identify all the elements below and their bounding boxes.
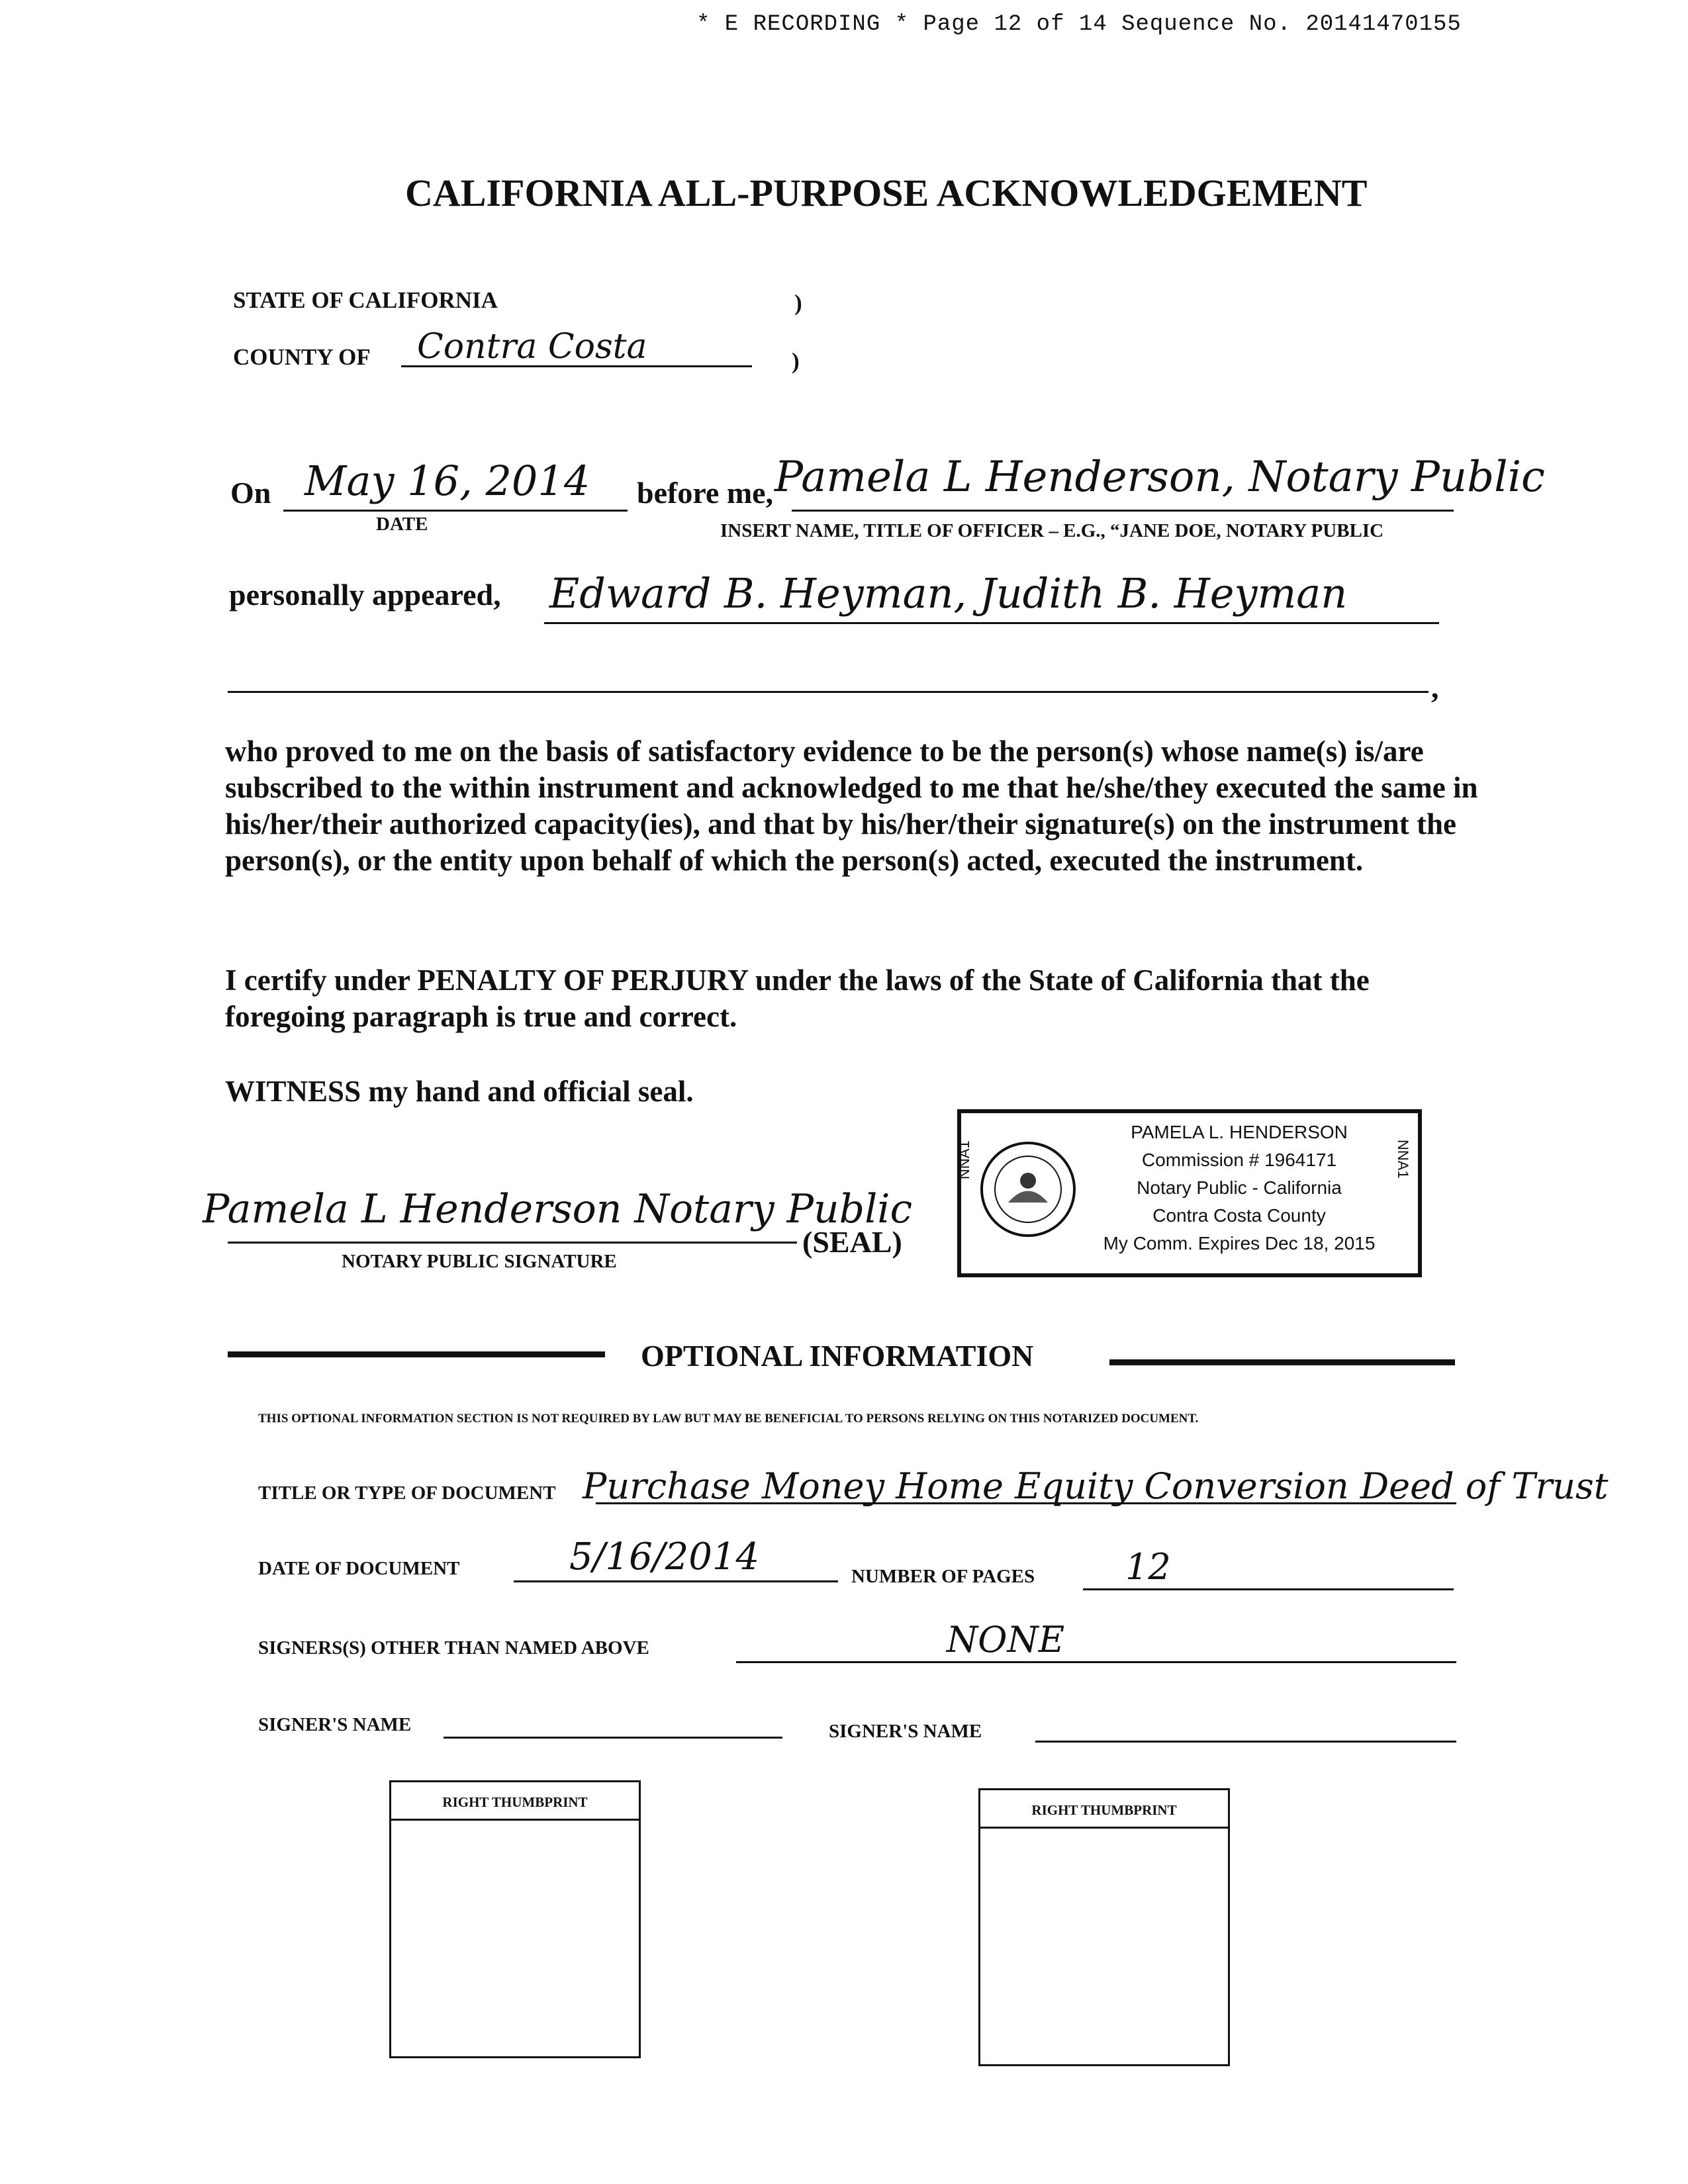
county-paren: ) [792, 348, 800, 374]
signature-underline [228, 1242, 797, 1244]
doc-title-label: TITLE OR TYPE OF DOCUMENT [258, 1482, 556, 1504]
other-signers-value: NONE [947, 1619, 1065, 1661]
signature-caption: NOTARY PUBLIC SIGNATURE [342, 1251, 617, 1272]
stamp-title: Notary Public - California [1137, 1177, 1342, 1198]
signer-name-label-left: SIGNER'S NAME [258, 1714, 412, 1735]
doc-title-value: Purchase Money Home Equity Conversion Deed of Trust [583, 1465, 1609, 1507]
acknowledgement-date: May 16, 2014 [305, 457, 590, 505]
perjury-paragraph: I certify under PENALTY OF PERJURY under the laws of the State of California that the foregoing paragraph is true and correct. [225, 964, 1370, 1033]
before-me-label: before me, [637, 476, 774, 510]
proof-paragraph: who proved to me on the basis of satisfactory evidence to be the person(s) whose name(s) is/are subscribed to the within instrument and acknowledged to me that he/she/they executed the same in his/her/their authorized capacity(ies), and that by his/her/their signature(s) on the instrument the person(s), or the entity upon behalf of which the person(s) acted, executed the instrument. [225, 735, 1478, 877]
stamp-expiry: My Comm. Expires Dec 18, 2015 [1103, 1233, 1376, 1253]
pages-underline [1083, 1588, 1454, 1590]
thumbprint-label-right: RIGHT THUMBPRINT [980, 1790, 1228, 1829]
pages-value: 12 [1125, 1546, 1171, 1588]
seal-label: (SEAL) [802, 1225, 902, 1259]
doc-date-label: DATE OF DOCUMENT [258, 1558, 460, 1579]
officer-name: Pamela L Henderson, Notary Public [774, 453, 1545, 502]
optional-disclaimer: THIS OPTIONAL INFORMATION SECTION IS NOT REQUIRED BY LAW BUT MAY BE BENEFICIAL TO PERSONS RELYING ON THIS NOTARIZED DOCUMENT. [258, 1412, 1199, 1426]
appeared-second-underline [228, 691, 1429, 693]
optional-heading: OPTIONAL INFORMATION [641, 1339, 1034, 1373]
county-label: COUNTY OF [233, 344, 371, 370]
officer-caption: INSERT NAME, TITLE OF OFFICER – E.G., “JANE DOE, NOTARY PUBLIC [720, 520, 1384, 541]
state-seal-icon [978, 1140, 1078, 1239]
recording-header: * E RECORDING * Page 12 of 14 Sequence No. 20141470155 [696, 12, 1462, 37]
doc-date-value: 5/16/2014 [569, 1535, 760, 1578]
other-signers-label: SIGNERS(S) OTHER THAN NAMED ABOVE [258, 1637, 649, 1659]
pages-label: NUMBER OF PAGES [851, 1566, 1035, 1587]
stamp-text [1080, 1118, 1398, 1257]
thumbprint-label-left: RIGHT THUMBPRINT [391, 1782, 639, 1821]
witness-line: WITNESS my hand and official seal. [225, 1075, 694, 1108]
stamp-notary-name: PAMELA L. HENDERSON [1131, 1122, 1348, 1142]
date-caption: DATE [376, 514, 428, 535]
signer-name-label-right: SIGNER'S NAME [829, 1721, 982, 1742]
thumbprint-box-right [978, 1788, 1230, 2066]
trailing-comma: , [1431, 670, 1439, 704]
stamp-side-code-right: NNA1 [1395, 1140, 1411, 1179]
county-value: Contra Costa [417, 327, 647, 367]
stamp-commission: Commission # 1964171 [1141, 1150, 1337, 1170]
state-label: STATE OF CALIFORNIA [233, 287, 498, 313]
date-underline [283, 510, 628, 512]
stamp-county: Contra Costa County [1152, 1205, 1326, 1226]
on-label: On [230, 476, 271, 510]
optional-rule-right [1109, 1359, 1455, 1365]
personally-appeared-label: personally appeared, [229, 578, 501, 612]
signer-name-underline-left [444, 1737, 782, 1739]
notary-signature: Pamela L Henderson Notary Public [203, 1186, 913, 1232]
stamp-side-code-left: NNA1 [956, 1140, 972, 1179]
officer-underline [792, 510, 1454, 512]
notary-seal-stamp [957, 1109, 1422, 1277]
doc-date-underline [514, 1580, 838, 1582]
thumbprint-box-left [389, 1780, 641, 2058]
state-paren: ) [794, 290, 802, 316]
signer-names: Edward B. Heyman, Judith B. Heyman [549, 569, 1348, 617]
document-title: CALIFORNIA ALL-PURPOSE ACKNOWLEDGEMENT [405, 171, 1368, 214]
other-signers-underline [736, 1661, 1456, 1663]
appeared-underline [544, 622, 1439, 624]
signer-name-underline-right [1035, 1741, 1456, 1743]
optional-rule-left [228, 1351, 605, 1357]
